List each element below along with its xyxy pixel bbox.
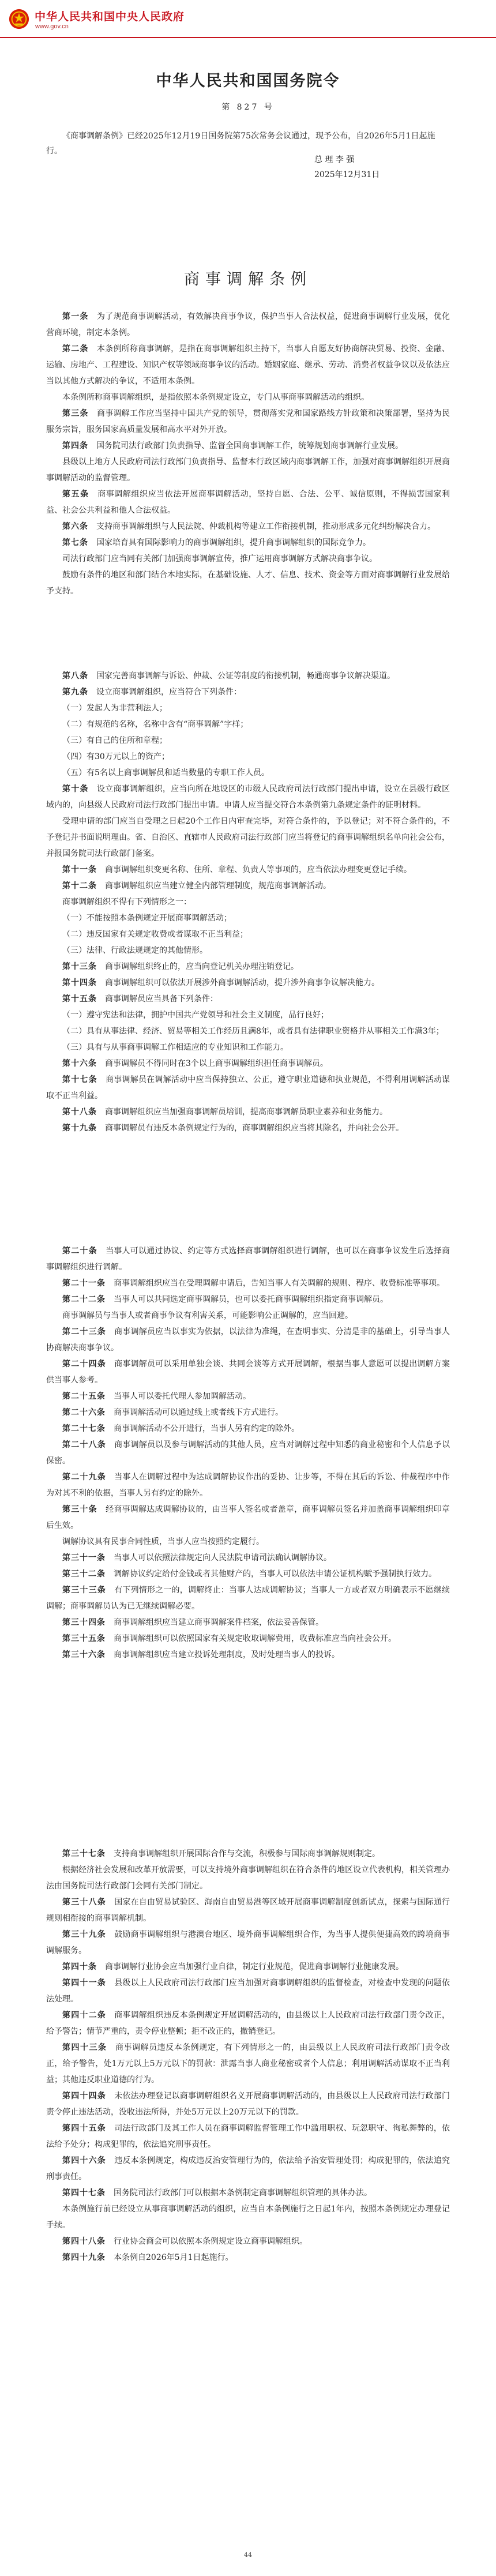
article-paragraph — [46, 1894, 450, 1927]
article-number: 第十五条 — [62, 994, 97, 1004]
article-text: 司法行政部门应当同有关部门加强商事调解宣传，推广运用商事调解方式解决商事争议。 — [62, 554, 377, 564]
article-text: （一）发起人为非营利法人； — [62, 704, 167, 713]
article-text: 国家在自由贸易试验区、海南自由贸易港等区域开展商事调解制度创新试点，探索与国际通行规则相衔接的商事调解机制。 — [46, 1898, 450, 1923]
article-text: 商事调解组织应当依法开展商事调解活动，坚持自愿、合法、公平、诚信原则，不得损害国家利益、社会公共利益和他人合法权益。 — [46, 490, 450, 515]
article-paragraph — [46, 567, 450, 599]
article-text: 当事人可以共同选定商事调解员，也可以委托商事调解组织指定商事调解员。 — [114, 1295, 388, 1304]
article-paragraph — [46, 1469, 450, 1501]
article-text: 商事调解行业协会应当加强行业自律，制定行业规范，促进商事调解行业健康发展。 — [105, 1962, 404, 1972]
article-text: 支持商事调解组织开展国际合作与交流，积极参与国际商事调解规则制定。 — [114, 1849, 380, 1858]
article-text: 商事调解组织违反本条例规定开展调解活动的，由县级以上人民政府司法行政部门责令改正，给予警告；情节严重的，责令停业整顿；拒不改正的，撤销登记。 — [46, 2011, 450, 2036]
article-text: 商事调解员与当事人或者商事争议有利害关系，可能影响公正调解的，应当回避。 — [62, 1311, 353, 1320]
article-paragraph — [46, 2250, 450, 2266]
article-number: 第三十五条 — [62, 1634, 106, 1643]
article-paragraph — [46, 2233, 450, 2250]
article-number: 第二十二条 — [62, 1295, 106, 1304]
article-number: 第三十四条 — [62, 1618, 106, 1627]
article-paragraph — [46, 1501, 450, 1534]
article-text: 商事调解员以及参与调解活动的其他人员，应当对调解过程中知悉的商业秘密和个人信息予以保密。 — [46, 1440, 450, 1466]
article-paragraph — [46, 2185, 450, 2201]
article-paragraph — [46, 668, 450, 684]
article-paragraph — [46, 1308, 450, 1324]
article-paragraph — [46, 765, 450, 781]
article-number: 第五条 — [62, 490, 89, 499]
article-text: （三）具有与从事商事调解工作相适应的专业知识和工作能力。 — [62, 1043, 288, 1052]
article-text: 商事调解组织应当在受理调解申请后，告知当事人有关调解的规则、程序、收费标准等事项。 — [114, 1279, 445, 1288]
article-paragraph — [46, 1120, 450, 1136]
article-text: 商事调解员有违反本条例规定行为的，商事调解组织应当将其除名，并向社会公开。 — [105, 1124, 404, 1133]
article-text: 调解协议具有民事合同性质，当事人应当按照约定履行。 — [62, 1537, 264, 1546]
article-text: 商事调解组织变更名称、住所、章程、负责人等事项的，应当依法办理变更登记手续。 — [105, 865, 412, 874]
article-paragraph — [46, 926, 450, 942]
order-date: 2025年12月31日 — [314, 170, 380, 179]
article-text: 设立商事调解组织，应当符合下列条件： — [96, 688, 242, 697]
article-paragraph — [46, 438, 450, 454]
regulation-title: 商事调解条例 — [184, 271, 312, 288]
article-text: 商事调解工作应当坚持中国共产党的领导，贯彻落实党和国家路线方针政策和决策部署，坚持为民服务宗旨，服务国家高质量发展和高水平对外开放。 — [46, 409, 450, 434]
article-number: 第三十一条 — [62, 1553, 106, 1563]
order-title: 中华人民共和国国务院令 — [156, 72, 340, 90]
article-text: 违反本条例规定，构成违反治安管理行为的，依法给予治安管理处罚；构成犯罪的，依法追究刑事责任。 — [46, 2156, 450, 2181]
site-url[interactable]: www.gov.cn — [35, 23, 69, 30]
article-paragraph — [46, 1104, 450, 1120]
article-paragraph — [46, 454, 450, 486]
regulation-section — [46, 309, 450, 599]
article-text: 商事调解员可以采用单独会谈、共同会谈等方式开展调解，根据当事人意愿可以提出调解方案供当事人参考。 — [46, 1360, 450, 1385]
article-text: 县级以上人民政府司法行政部门应当加强对商事调解组织的监督检查，对检查中发现的问题依法处理。 — [46, 1978, 450, 2004]
article-number: 第十六条 — [62, 1059, 97, 1068]
article-text: 国务院司法行政部门可以根据本条例制定商事调解组织管理的具体办法。 — [114, 2188, 372, 2198]
order-text: 《商事调解条例》已经2025年12月19日国务院第75次常务会议通过，现予公布，自2026年5月1日起施行。 — [46, 132, 435, 156]
article-paragraph — [46, 1631, 450, 1647]
article-number: 第四十二条 — [62, 2011, 106, 2020]
article-number: 第四十七条 — [62, 2188, 106, 2198]
article-text: 本条例施行前已经设立从事商事调解活动的组织，应当自本条例施行之日起1年内，按照本条例规定办理登记手续。 — [46, 2205, 450, 2230]
article-paragraph — [46, 2153, 450, 2185]
article-number: 第四十三条 — [62, 2043, 107, 2052]
site-header — [0, 0, 496, 38]
article-paragraph — [46, 1007, 450, 1023]
article-paragraph — [46, 1421, 450, 1437]
regulation-section — [46, 1846, 450, 2266]
article-text: 当事人可以委托代理人参加调解活动。 — [114, 1392, 251, 1401]
article-number: 第四十六条 — [62, 2156, 106, 2165]
article-text: 国务院司法行政部门负责指导、监督全国商事调解工作，统筹规划商事调解行业发展。 — [96, 441, 403, 450]
article-number: 第八条 — [62, 671, 88, 681]
article-text: （四）有30万元以上的资产； — [62, 752, 170, 761]
article-text: 设立商事调解组织，应当向所在地设区的市级人民政府司法行政部门提出申请，设立在县级行政区域内的，向县级人民政府司法行政部门提出申请。申请人应当提交符合本条例第九条规定条件的证明材料。 — [46, 784, 450, 810]
article-number: 第三条 — [62, 409, 89, 418]
article-text: 国家培育具有国际影响力的商事调解组织，提升商事调解组织的国际竞争力。 — [96, 538, 371, 547]
article-number: 第四十四条 — [62, 2091, 106, 2101]
article-number: 第三十三条 — [62, 1586, 106, 1595]
article-paragraph — [46, 781, 450, 813]
article-number: 第四条 — [62, 441, 88, 450]
article-text: 根据经济社会发展和改革开放需要，可以支持境外商事调解组织在符合条件的地区设立代表机构，相关管理办法由国务院司法行政部门会同有关部门制定。 — [46, 1865, 450, 1891]
article-text: （三）有自己的住所和章程； — [62, 736, 167, 745]
article-text: 商事调解组织应当加强商事调解员培训，提高商事调解员职业素养和业务能力。 — [105, 1107, 388, 1117]
article-text: 商事调解组织应当建立投诉处理制度，及时处理当事人的投诉。 — [114, 1650, 340, 1659]
article-text: （一）不能按照本条例规定开展商事调解活动； — [62, 914, 232, 923]
article-text: 本条例所称商事调解组织，是指依照本条例规定设立，专门从事商事调解活动的组织。 — [62, 393, 369, 402]
article-number: 第三十九条 — [62, 1930, 106, 1939]
article-text: 商事调解组织可以依照国家有关规定收取调解费用，收费标准应当向社会公开。 — [114, 1634, 396, 1643]
article-text: 商事调解员在调解活动中应当保持独立、公正，遵守职业道德和执业规范，不得利用调解活动谋取不正当利益。 — [46, 1075, 450, 1101]
article-paragraph — [46, 1647, 450, 1663]
article-number: 第二十七条 — [62, 1424, 106, 1433]
article-paragraph — [46, 1550, 450, 1566]
article-number: 第十九条 — [62, 1124, 97, 1133]
article-text: 商事调解员应当以事实为依据，以法律为准绳，在查明事实、分清是非的基础上，引导当事人协商解决商事争议。 — [46, 1327, 450, 1353]
article-paragraph — [46, 1927, 450, 1959]
article-paragraph — [46, 1072, 450, 1104]
article-paragraph — [46, 1566, 450, 1582]
article-paragraph — [46, 942, 450, 959]
article-number: 第十七条 — [62, 1075, 97, 1084]
article-number: 第三十七条 — [62, 1849, 106, 1858]
article-number: 第一条 — [62, 312, 89, 321]
article-text: 商事调解组织应当建立商事调解案件档案，依法妥善保管。 — [114, 1618, 324, 1627]
article-paragraph — [46, 1437, 450, 1469]
article-paragraph — [46, 1846, 450, 1862]
site-title[interactable]: 中华人民共和国中央人民政府 — [35, 10, 185, 23]
article-number: 第二十五条 — [62, 1392, 106, 1401]
article-paragraph — [46, 862, 450, 878]
article-text: 当事人在调解过程中为达成调解协议作出的妥协、让步等，不得在其后的诉讼、仲裁程序中作为对其不利的依据，当事人另有约定的除外。 — [46, 1473, 450, 1498]
article-number: 第四十条 — [62, 1962, 97, 1972]
article-text: 县级以上地方人民政府司法行政部门负责指导、监督本行政区域内商事调解工作，加强对商事调解组织开展商事调解活动的监督管理。 — [46, 457, 450, 483]
article-number: 第四十一条 — [62, 1978, 106, 1988]
article-text: 司法行政部门及其工作人员在商事调解监督管理工作中滥用职权、玩忽职守、徇私舞弊的，依法给予处分；构成犯罪的，依法追究刑事责任。 — [46, 2124, 450, 2149]
article-text: 商事调解组织不得有下列情形之一： — [62, 898, 191, 907]
article-text: 本条例所称商事调解，是指在商事调解组织主持下，当事人自愿友好协商解决贸易、投资、金融、运输、房地产、工程建设、知识产权等领域商事争议的活动。婚姻家庭、继承、劳动、消费者权益争议以及依法应当以其他方式解决的争议，不适用本条例。 — [46, 344, 450, 386]
article-paragraph — [46, 813, 450, 862]
article-paragraph — [46, 2007, 450, 2040]
article-text: （二）有规范的名称，名称中含有“商事调解”字样； — [62, 720, 249, 729]
article-number: 第十三条 — [62, 962, 97, 971]
article-number: 第四十五条 — [62, 2124, 106, 2133]
article-paragraph — [46, 1405, 450, 1421]
article-text: 未依法办理登记以商事调解组织名义开展商事调解活动的，由县级以上人民政府司法行政部门责令停止违法活动，没收违法所得，并处5万元以上20万元以下的罚款。 — [46, 2091, 450, 2117]
article-paragraph — [46, 2120, 450, 2153]
article-text: 行业协会商会可以依照本条例规定设立商事调解组织。 — [114, 2237, 307, 2246]
article-paragraph — [46, 1243, 450, 1275]
article-text: 商事调解组织可以依法开展涉外商事调解活动，提升涉外商事争议解决能力。 — [105, 978, 379, 987]
article-paragraph — [46, 1975, 450, 2007]
article-paragraph — [46, 733, 450, 749]
article-paragraph — [46, 2040, 450, 2088]
article-paragraph — [46, 486, 450, 519]
article-number: 第十二条 — [62, 881, 97, 891]
order-signer: 总 理 李 强 — [314, 155, 355, 164]
article-paragraph — [46, 1959, 450, 1975]
article-paragraph — [46, 1056, 450, 1072]
article-paragraph — [46, 405, 450, 438]
article-text: 商事调解员不得同时在3个以上商事调解组织担任商事调解员。 — [105, 1059, 328, 1068]
article-paragraph — [46, 1324, 450, 1356]
article-number: 第三十六条 — [62, 1650, 106, 1659]
article-text: 商事调解员违反本条例规定，有下列情形之一的，由县级以上人民政府司法行政部门责令改正，给予警告，处1万元以上5万元以下的罚款：泄露当事人商业秘密或者个人信息；利用调解活动谋取不正当利益；其他违反职业道德的行为。 — [46, 2043, 450, 2085]
article-number: 第二十条 — [62, 1246, 97, 1256]
article-text: 鼓励商事调解组织与港澳台地区、境外商事调解组织合作，为当事人提供便捷高效的跨境商事调解服务。 — [46, 1930, 450, 1955]
article-text: 商事调解组织应当建立健全内部管理制度，规范商事调解活动。 — [105, 881, 331, 891]
article-number: 第四十八条 — [62, 2237, 106, 2246]
article-number: 第十八条 — [62, 1107, 97, 1117]
article-number: 第二条 — [62, 344, 89, 354]
regulation-section — [46, 668, 450, 1136]
article-paragraph — [46, 2201, 450, 2233]
article-text: 鼓励有条件的地区和部门结合本地实际，在基础设施、人才、信息、技术、资金等方面对商事调解行业发展给予支持。 — [46, 570, 450, 596]
article-paragraph — [46, 959, 450, 975]
article-text: 国家完善商事调解与诉讼、仲裁、公证等制度的衔接机制，畅通商事争议解决渠道。 — [96, 671, 395, 681]
article-number: 第九条 — [62, 688, 88, 697]
article-paragraph — [46, 1356, 450, 1388]
article-paragraph — [46, 519, 450, 535]
regulation-section — [46, 1243, 450, 1663]
article-number: 第二十三条 — [62, 1327, 106, 1336]
article-paragraph — [46, 1291, 450, 1308]
article-text: 支持商事调解组织与人民法院、仲裁机构等建立工作衔接机制，推动形成多元化纠纷解决合力。 — [96, 522, 435, 531]
article-text: （三）法律、行政法规规定的其他情形。 — [62, 946, 208, 955]
article-paragraph — [46, 389, 450, 405]
article-number: 第三十八条 — [62, 1898, 106, 1907]
article-text: 商事调解活动不公开进行，当事人另有约定的除外。 — [114, 1424, 299, 1433]
article-paragraph — [46, 1039, 450, 1056]
article-number: 第六条 — [62, 522, 88, 531]
article-paragraph — [46, 1275, 450, 1291]
article-text: 商事调解活动可以通过线上或者线下方式进行。 — [114, 1408, 283, 1417]
state-council-order — [0, 68, 496, 159]
article-paragraph — [46, 684, 450, 700]
article-paragraph — [46, 894, 450, 910]
article-paragraph — [46, 341, 450, 389]
article-text: 当事人可以通过协议、约定等方式选择商事调解组织进行调解，也可以在商事争议发生后选择商事调解组织进行调解。 — [46, 1246, 450, 1272]
article-number: 第二十八条 — [62, 1440, 106, 1450]
article-paragraph — [46, 1614, 450, 1631]
article-text: （二）违反国家有关规定收费或者谋取不正当利益； — [62, 930, 248, 939]
national-emblem-icon — [8, 8, 30, 30]
order-number: 第 827 号 — [221, 103, 275, 112]
article-text: 经商事调解达成调解协议的，由当事人签名或者盖章，商事调解员签名并加盖商事调解组织印章后生效。 — [46, 1505, 450, 1530]
article-text: 为了规范商事调解活动，有效解决商事争议，保护当事人合法权益，促进商事调解行业发展，优化营商环境，制定本条例。 — [46, 312, 450, 337]
article-text: （二）具有从事法律、经济、贸易等相关工作经历且满8年，或者具有法律职业资格并从事相关工作满3年； — [62, 1027, 444, 1036]
article-number: 第二十九条 — [62, 1473, 106, 1482]
article-text: 调解协议约定给付金钱或者其他财产的，当事人可以依法申请公证机构赋予强制执行效力。 — [114, 1569, 437, 1579]
article-paragraph — [46, 1534, 450, 1550]
article-number: 第三十条 — [62, 1505, 97, 1514]
article-text: 本条例自2026年5月1日起施行。 — [114, 2253, 234, 2262]
article-number: 第二十六条 — [62, 1408, 106, 1417]
article-paragraph — [46, 1388, 450, 1405]
article-paragraph — [46, 1023, 450, 1039]
article-number: 第四十九条 — [62, 2253, 106, 2262]
article-paragraph — [46, 1582, 450, 1614]
article-paragraph — [46, 535, 450, 551]
article-number: 第七条 — [62, 538, 88, 547]
article-paragraph — [46, 749, 450, 765]
page-number: 44 — [244, 2551, 252, 2559]
article-number: 第十四条 — [62, 978, 97, 987]
article-text: 受理申请的部门应当自受理之日起20个工作日内审查完毕，对符合条件的，予以登记；对不符合条件的，不予登记并书面说明理由。省、自治区、直辖市人民政府司法行政部门应当将登记的商事调解组织名单向社会公布，并报国务院司法行政部门备案。 — [46, 817, 450, 858]
article-number: 第十条 — [62, 784, 89, 794]
article-paragraph — [46, 716, 450, 733]
article-number: 第十一条 — [62, 865, 97, 874]
article-text: 当事人可以依照法律规定向人民法院申请司法确认调解协议。 — [114, 1553, 332, 1563]
article-text: 商事调解员应当具备下列条件： — [105, 994, 218, 1004]
article-text: 商事调解组织终止的，应当向登记机关办理注销登记。 — [105, 962, 299, 971]
article-paragraph — [46, 878, 450, 894]
article-text: 有下列情形之一的，调解终止：当事人达成调解协议；当事人一方或者双方明确表示不愿继续调解；商事调解员认为已无继续调解必要。 — [46, 1586, 450, 1611]
article-paragraph — [46, 309, 450, 341]
article-paragraph — [46, 551, 450, 567]
article-paragraph — [46, 2088, 450, 2120]
article-number: 第三十二条 — [62, 1569, 106, 1579]
article-text: （一）遵守宪法和法律，拥护中国共产党领导和社会主义制度，品行良好； — [62, 1011, 329, 1020]
article-number: 第二十四条 — [62, 1360, 106, 1369]
article-paragraph — [46, 991, 450, 1007]
article-paragraph — [46, 700, 450, 716]
article-paragraph — [46, 1862, 450, 1894]
article-number: 第二十一条 — [62, 1279, 106, 1288]
article-text: （五）有5名以上商事调解员和适当数量的专职工作人员。 — [62, 768, 269, 778]
article-paragraph — [46, 975, 450, 991]
article-paragraph — [46, 910, 450, 926]
